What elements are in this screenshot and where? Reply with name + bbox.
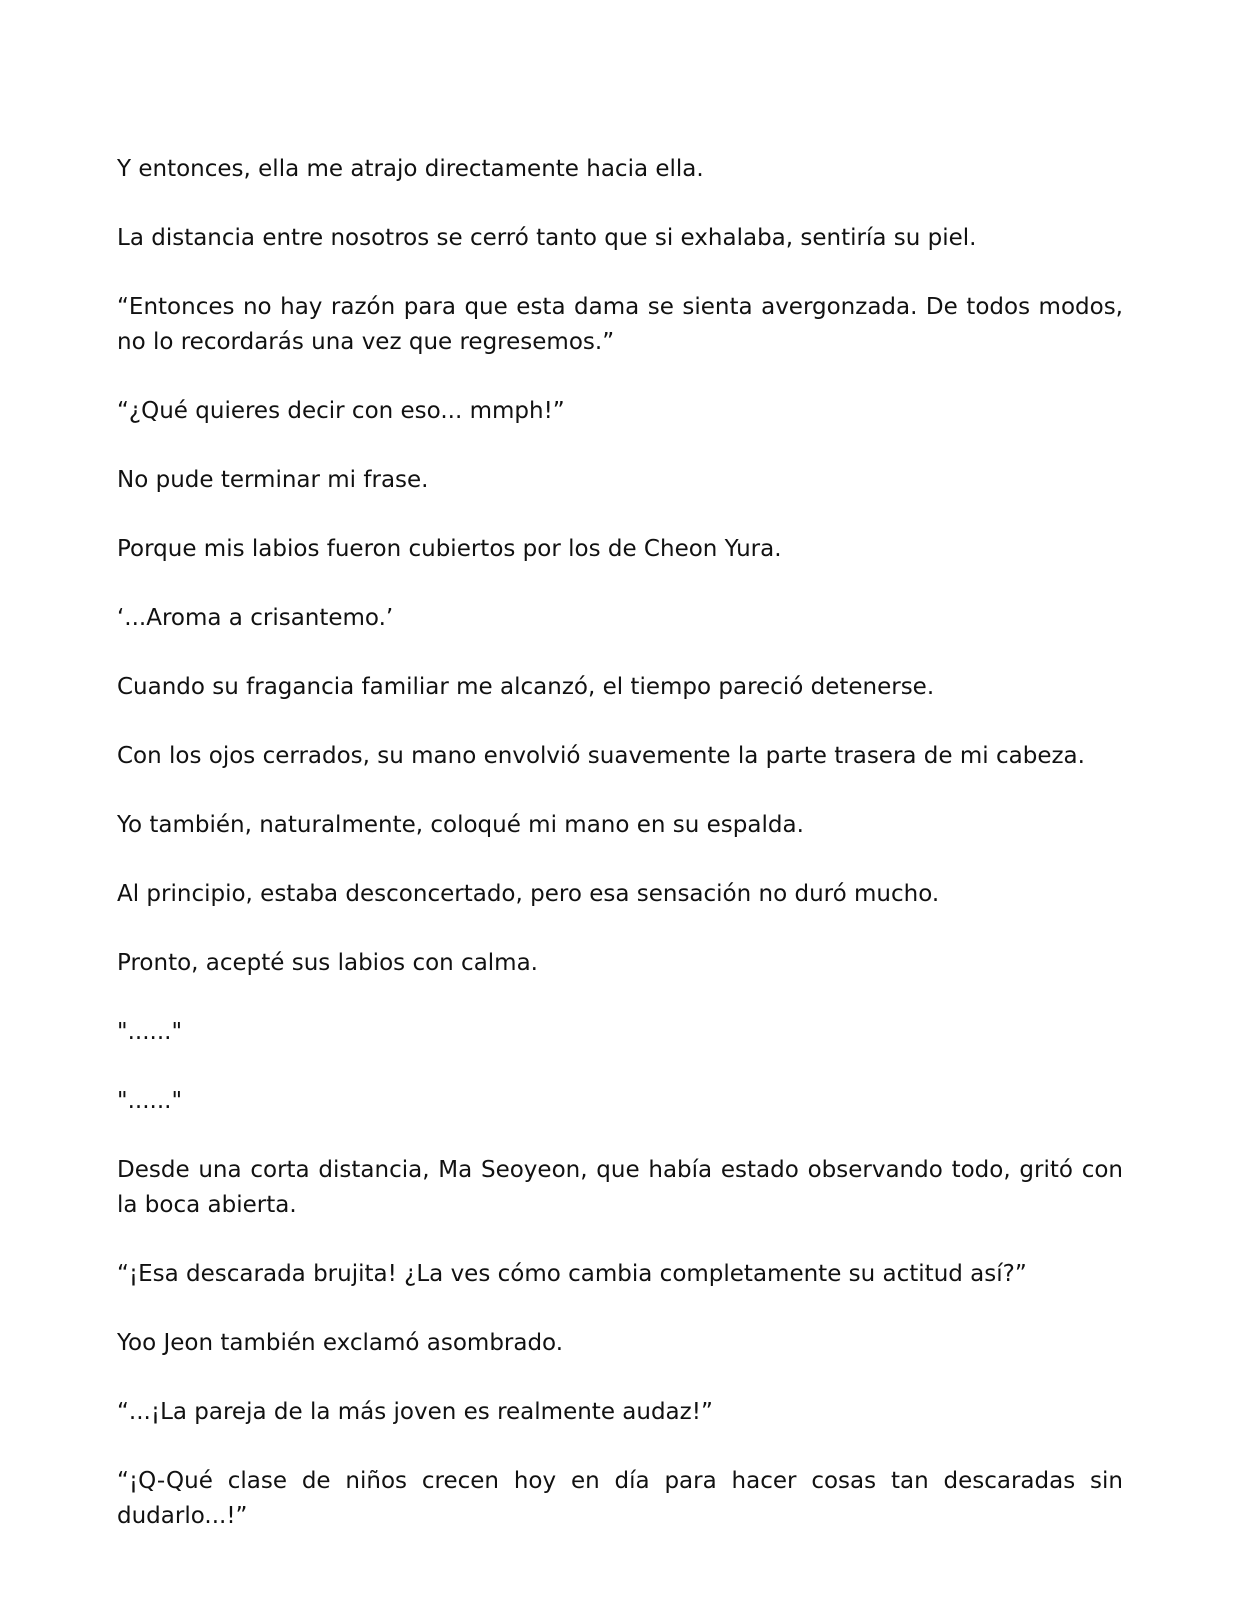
paragraph: Porque mis labios fueron cubiertos por los de Cheon Yura. — [117, 536, 782, 562]
paragraph: "......" — [117, 1019, 183, 1045]
paragraph: Con los ojos cerrados, su mano envolvió suavemente la parte trasera de mi cabeza. — [117, 743, 1085, 769]
paragraph: “Entonces no hay razón para que esta dama se sienta avergonzada. De todos modos, no lo recordarás una vez que regresemos.” — [117, 294, 1123, 355]
paragraph: “¡Esa descarada brujita! ¿La ves cómo cambia completamente su actitud así?” — [117, 1261, 1027, 1287]
paragraph: Yoo Jeon también exclamó asombrado. — [117, 1330, 564, 1356]
paragraph: Al principio, estaba desconcertado, pero esa sensación no duró mucho. — [117, 881, 940, 907]
paragraph: Cuando su fragancia familiar me alcanzó, el tiempo pareció detenerse. — [117, 674, 935, 700]
document-body — [117, 152, 1123, 1568]
paragraph: La distancia entre nosotros se cerró tanto que si exhalaba, sentiría su piel. — [117, 225, 977, 251]
paragraph: ‘...Aroma a crisantemo.’ — [117, 605, 394, 631]
paragraph: "......" — [117, 1088, 183, 1114]
paragraph: Desde una corta distancia, Ma Seoyeon, que había estado observando todo, gritó con la boca abierta. — [117, 1157, 1123, 1218]
paragraph: “¿Qué quieres decir con eso... mmph!” — [117, 398, 565, 424]
paragraph: No pude terminar mi frase. — [117, 467, 429, 493]
paragraph: Y entonces, ella me atrajo directamente hacia ella. — [117, 156, 704, 182]
paragraph: Pronto, acepté sus labios con calma. — [117, 950, 538, 976]
paragraph: “¡Q-Qué clase de niños crecen hoy en día para hacer cosas tan descaradas sin dudarlo...!” — [117, 1468, 1123, 1529]
paragraph: “...¡La pareja de la más joven es realmente audaz!” — [117, 1399, 713, 1425]
paragraph: Yo también, naturalmente, coloqué mi mano en su espalda. — [117, 812, 804, 838]
